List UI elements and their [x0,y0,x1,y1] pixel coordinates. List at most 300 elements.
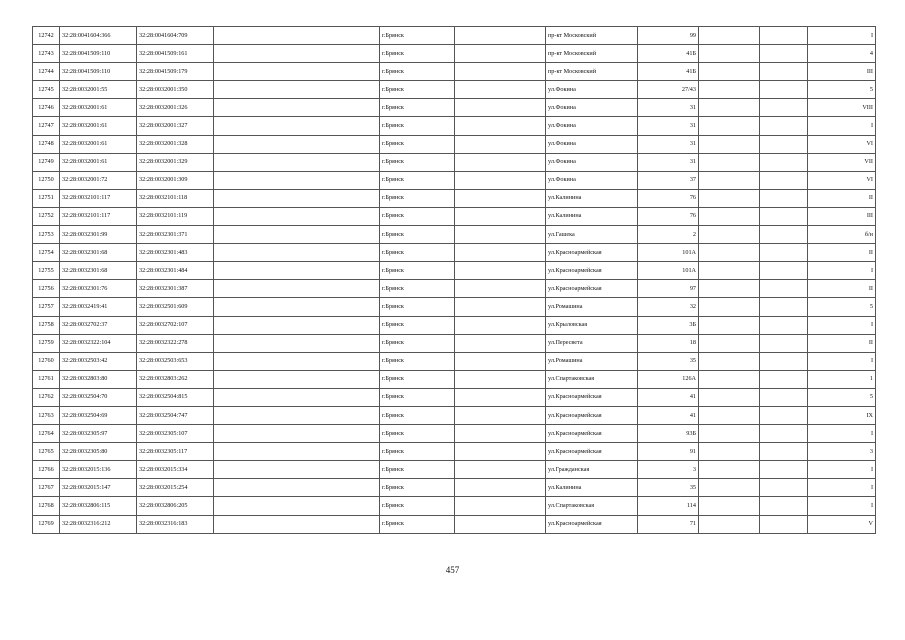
table-row [33,425,876,443]
cell-cadastral-parcel: 32:28:0032001:61 [60,117,137,135]
cell-street: ул.Фокина [546,153,638,171]
table-row [33,63,876,81]
cell-blank-col [760,171,808,189]
cell-blank-col [455,81,546,99]
cell-city: г.Брянск [380,370,455,388]
cell-cadastral-object: 32:28:0032101:118 [137,189,214,207]
cell-street: ул.Красноармейская [546,443,638,461]
cell-premises-number: 3 [808,443,876,461]
table-row [33,189,876,207]
cell-blank-col [699,479,760,497]
cell-blank-col [455,370,546,388]
table-row [33,334,876,352]
cell-blank-col [214,189,380,207]
cell-premises-number: VI [808,171,876,189]
cell-blank-col [455,515,546,533]
cell-city: г.Брянск [380,479,455,497]
cell-blank-col [455,189,546,207]
cell-blank-col [214,99,380,117]
cell-cadastral-parcel: 32:28:0032001:55 [60,81,137,99]
cell-cadastral-parcel: 32:28:0032504:69 [60,406,137,424]
cell-street: ул.Гражданская [546,461,638,479]
cell-blank-col [214,352,380,370]
cell-row-number: 12768 [33,497,60,515]
cell-premises-number: 5 [808,298,876,316]
cell-house-number: 101А [638,262,699,280]
cell-blank-col [455,316,546,334]
cell-blank-col [214,406,380,424]
cell-city: г.Брянск [380,63,455,81]
cell-house-number: 101А [638,244,699,262]
cell-house-number: 3Б [638,316,699,334]
cell-blank-col [455,135,546,153]
cell-row-number: 12756 [33,280,60,298]
cell-blank-col [214,117,380,135]
cell-premises-number: I [808,262,876,280]
cell-premises-number: I [808,425,876,443]
table-row [33,45,876,63]
cell-blank-col [699,117,760,135]
cell-blank-col [699,45,760,63]
cell-street: ул.Крыловская [546,316,638,334]
table-row [33,81,876,99]
cell-row-number: 12753 [33,226,60,244]
cell-house-number: 41Б [638,45,699,63]
cell-premises-number: VI [808,135,876,153]
cell-cadastral-object: 32:28:0041604:709 [137,27,214,45]
cell-blank-col [699,99,760,117]
cell-house-number: 31 [638,99,699,117]
cell-blank-col [214,153,380,171]
cell-cadastral-parcel: 32:28:0041509:110 [60,45,137,63]
cell-house-number: 97 [638,280,699,298]
cell-street: ул.Красноармейская [546,262,638,280]
cell-premises-number: I [808,461,876,479]
cell-cadastral-parcel: 32:28:0032305:80 [60,443,137,461]
cell-premises-number: III [808,63,876,81]
cell-row-number: 12742 [33,27,60,45]
cell-blank-col [455,425,546,443]
cell-blank-col [699,515,760,533]
cell-cadastral-object: 32:28:0032001:326 [137,99,214,117]
cell-street: ул.Калинина [546,207,638,225]
table-row [33,244,876,262]
cell-city: г.Брянск [380,171,455,189]
cell-cadastral-object: 32:28:0032015:254 [137,479,214,497]
cell-row-number: 12755 [33,262,60,280]
cell-cadastral-object: 32:28:0032305:107 [137,425,214,443]
cell-house-number: 2 [638,226,699,244]
table-row [33,207,876,225]
cell-row-number: 12767 [33,479,60,497]
cell-row-number: 12749 [33,153,60,171]
cell-blank-col [760,515,808,533]
cell-cadastral-parcel: 32:28:0032301:76 [60,280,137,298]
cell-house-number: 126А [638,370,699,388]
cell-blank-col [455,352,546,370]
cell-blank-col [760,334,808,352]
cell-cadastral-object: 32:28:0032001:350 [137,81,214,99]
cell-row-number: 12754 [33,244,60,262]
cell-blank-col [699,370,760,388]
cell-cadastral-object: 32:28:0041509:161 [137,45,214,63]
cell-blank-col [699,425,760,443]
cell-row-number: 12744 [33,63,60,81]
cell-blank-col [699,406,760,424]
cell-premises-number: I [808,117,876,135]
cell-city: г.Брянск [380,298,455,316]
table-row [33,352,876,370]
cell-blank-col [760,461,808,479]
cell-row-number: 12748 [33,135,60,153]
cell-premises-number: II [808,334,876,352]
cell-street: ул.Пересвета [546,334,638,352]
cell-row-number: 12759 [33,334,60,352]
cell-premises-number: 1 [808,370,876,388]
cell-blank-col [760,135,808,153]
cell-cadastral-object: 32:28:0032001:327 [137,117,214,135]
cell-cadastral-object: 32:28:0032504:815 [137,388,214,406]
cell-blank-col [760,298,808,316]
cell-blank-col [214,515,380,533]
cell-row-number: 12762 [33,388,60,406]
cell-row-number: 12769 [33,515,60,533]
cell-house-number: 31 [638,117,699,135]
cell-house-number: 37 [638,171,699,189]
cell-cadastral-object: 32:28:0041509:179 [137,63,214,81]
cell-cadastral-object: 32:28:0032001:329 [137,153,214,171]
cell-blank-col [214,135,380,153]
cell-city: г.Брянск [380,497,455,515]
cell-premises-number: 4 [808,45,876,63]
cell-cadastral-parcel: 32:28:0032001:61 [60,135,137,153]
cell-blank-col [760,117,808,135]
cell-blank-col [760,81,808,99]
cell-blank-col [214,479,380,497]
cell-blank-col [699,352,760,370]
cell-blank-col [760,99,808,117]
cell-city: г.Брянск [380,244,455,262]
cell-blank-col [455,262,546,280]
table-row [33,515,876,533]
cell-blank-col [455,334,546,352]
cell-cadastral-object: 32:28:0032301:387 [137,280,214,298]
cell-blank-col [760,244,808,262]
cell-premises-number: I [808,316,876,334]
cell-blank-col [214,45,380,63]
cell-blank-col [699,81,760,99]
cell-blank-col [699,461,760,479]
cell-blank-col [214,425,380,443]
cell-row-number: 12746 [33,99,60,117]
cell-blank-col [455,153,546,171]
cell-blank-col [699,153,760,171]
table-row [33,370,876,388]
cell-blank-col [760,280,808,298]
cell-street: пр-кт Московский [546,27,638,45]
cell-house-number: 93Б [638,425,699,443]
cell-blank-col [699,135,760,153]
cell-row-number: 12747 [33,117,60,135]
cell-house-number: 27/43 [638,81,699,99]
cell-cadastral-parcel: 32:28:0032806:115 [60,497,137,515]
registry-table [32,26,876,534]
cell-street: ул.Красноармейская [546,388,638,406]
cell-cadastral-parcel: 32:28:0032419:41 [60,298,137,316]
cell-blank-col [455,226,546,244]
cell-cadastral-parcel: 32:28:0032301:99 [60,226,137,244]
cell-cadastral-parcel: 32:28:0032301:68 [60,244,137,262]
cell-row-number: 12761 [33,370,60,388]
cell-blank-col [699,189,760,207]
cell-blank-col [455,406,546,424]
cell-premises-number: VIII [808,99,876,117]
cell-premises-number: 5 [808,388,876,406]
cell-row-number: 12751 [33,189,60,207]
cell-blank-col [455,479,546,497]
cell-blank-col [455,443,546,461]
cell-cadastral-parcel: 32:28:0032001:72 [60,171,137,189]
cell-blank-col [699,443,760,461]
cell-cadastral-parcel: 32:28:0032015:136 [60,461,137,479]
cell-street: ул.Спартаковская [546,497,638,515]
cell-premises-number: I [808,27,876,45]
cell-city: г.Брянск [380,153,455,171]
cell-city: г.Брянск [380,352,455,370]
cell-house-number: 91 [638,443,699,461]
cell-cadastral-object: 32:28:0032503:653 [137,352,214,370]
cell-street: ул.Калинина [546,189,638,207]
cell-blank-col [455,63,546,81]
cell-blank-col [760,63,808,81]
cell-blank-col [214,262,380,280]
cell-street: ул.Спартаковская [546,370,638,388]
cell-cadastral-object: 32:28:0032702:107 [137,316,214,334]
cell-house-number: 99 [638,27,699,45]
cell-blank-col [699,63,760,81]
cell-street: ул.Калинина [546,479,638,497]
table-row [33,171,876,189]
cell-street: ул.Гашека [546,226,638,244]
cell-blank-col [760,425,808,443]
cell-house-number: 31 [638,153,699,171]
cell-city: г.Брянск [380,135,455,153]
cell-blank-col [214,63,380,81]
cell-cadastral-parcel: 32:28:0032803:80 [60,370,137,388]
cell-blank-col [760,316,808,334]
cell-street: ул.Красноармейская [546,280,638,298]
cell-row-number: 12758 [33,316,60,334]
cell-cadastral-parcel: 32:28:0032101:117 [60,189,137,207]
cell-row-number: 12745 [33,81,60,99]
cell-premises-number: б/н [808,226,876,244]
cell-city: г.Брянск [380,388,455,406]
cell-blank-col [699,388,760,406]
cell-blank-col [214,461,380,479]
cell-house-number: 41Б [638,63,699,81]
cell-blank-col [214,244,380,262]
cell-row-number: 12743 [33,45,60,63]
table-row [33,99,876,117]
cell-blank-col [760,406,808,424]
cell-blank-col [214,370,380,388]
cell-street: ул.Ромашина [546,352,638,370]
cell-row-number: 12752 [33,207,60,225]
cell-house-number: 114 [638,497,699,515]
cell-blank-col [214,81,380,99]
cell-house-number: 35 [638,352,699,370]
cell-city: г.Брянск [380,316,455,334]
cell-street: ул.Фокина [546,99,638,117]
cell-city: г.Брянск [380,189,455,207]
cell-cadastral-parcel: 32:28:0032702:37 [60,316,137,334]
cell-premises-number: II [808,244,876,262]
cell-city: г.Брянск [380,406,455,424]
cell-premises-number: III [808,207,876,225]
cell-row-number: 12764 [33,425,60,443]
cell-blank-col [699,280,760,298]
cell-cadastral-object: 32:28:0032504:747 [137,406,214,424]
cell-cadastral-object: 32:28:0032322:278 [137,334,214,352]
cell-blank-col [455,497,546,515]
cell-street: ул.Красноармейская [546,425,638,443]
cell-city: г.Брянск [380,515,455,533]
cell-blank-col [760,226,808,244]
table-row [33,153,876,171]
cell-cadastral-parcel: 32:28:0032316:212 [60,515,137,533]
cell-premises-number: I [808,497,876,515]
cell-street: ул.Фокина [546,81,638,99]
cell-street: пр-кт Московский [546,63,638,81]
cell-premises-number: 5 [808,81,876,99]
cell-cadastral-object: 32:28:0032301:484 [137,262,214,280]
cell-blank-col [455,117,546,135]
cell-cadastral-object: 32:28:0032001:309 [137,171,214,189]
cell-row-number: 12750 [33,171,60,189]
cell-blank-col [214,280,380,298]
cell-blank-col [214,443,380,461]
cell-cadastral-parcel: 32:28:0032504:70 [60,388,137,406]
cell-street: ул.Красноармейская [546,515,638,533]
cell-cadastral-parcel: 32:28:0032322:104 [60,334,137,352]
cell-street: ул.Ромашина [546,298,638,316]
cell-cadastral-object: 32:28:0032001:328 [137,135,214,153]
cell-street: ул.Фокина [546,171,638,189]
cell-house-number: 32 [638,298,699,316]
cell-cadastral-parcel: 32:28:0032305:97 [60,425,137,443]
cell-cadastral-parcel: 32:28:0032503:42 [60,352,137,370]
cell-blank-col [699,27,760,45]
cell-house-number: 71 [638,515,699,533]
cell-cadastral-parcel: 32:28:0032001:61 [60,153,137,171]
cell-blank-col [214,334,380,352]
table-row [33,262,876,280]
cell-row-number: 12760 [33,352,60,370]
cell-blank-col [214,171,380,189]
cell-blank-col [699,334,760,352]
cell-premises-number: I [808,352,876,370]
cell-city: г.Брянск [380,443,455,461]
cell-cadastral-parcel: 32:28:0032001:61 [60,99,137,117]
cell-blank-col [699,262,760,280]
cell-blank-col [455,298,546,316]
cell-blank-col [214,298,380,316]
cell-city: г.Брянск [380,280,455,298]
cell-city: г.Брянск [380,334,455,352]
cell-cadastral-parcel: 32:28:0032015:147 [60,479,137,497]
cell-blank-col [214,316,380,334]
cell-cadastral-object: 32:28:0032101:119 [137,207,214,225]
cell-house-number: 76 [638,207,699,225]
table-row [33,406,876,424]
cell-street: ул.Красноармейская [546,244,638,262]
cell-blank-col [699,298,760,316]
cell-cadastral-parcel: 32:28:0041509:110 [60,63,137,81]
cell-blank-col [455,207,546,225]
cell-blank-col [455,461,546,479]
cell-city: г.Брянск [380,99,455,117]
cell-blank-col [214,226,380,244]
cell-house-number: 31 [638,135,699,153]
cell-street: пр-кт Московский [546,45,638,63]
cell-blank-col [760,352,808,370]
table-body [33,27,876,534]
cell-blank-col [455,244,546,262]
cell-blank-col [455,171,546,189]
cell-house-number: 41 [638,406,699,424]
table-row [33,27,876,45]
cell-blank-col [214,207,380,225]
table-row [33,443,876,461]
cell-house-number: 41 [638,388,699,406]
cell-premises-number: II [808,189,876,207]
cell-blank-col [760,388,808,406]
cell-city: г.Брянск [380,207,455,225]
table-row [33,135,876,153]
cell-blank-col [214,27,380,45]
cell-city: г.Брянск [380,226,455,244]
cell-cadastral-object: 32:28:0032015:334 [137,461,214,479]
cell-cadastral-object: 32:28:0032501:609 [137,298,214,316]
cell-street: ул.Фокина [546,117,638,135]
cell-blank-col [699,207,760,225]
cell-blank-col [760,45,808,63]
table-row [33,298,876,316]
cell-city: г.Брянск [380,425,455,443]
table-row [33,316,876,334]
cell-blank-col [760,27,808,45]
cell-city: г.Брянск [380,81,455,99]
cell-blank-col [699,226,760,244]
cell-street: ул.Красноармейская [546,406,638,424]
cell-blank-col [760,262,808,280]
cell-row-number: 12757 [33,298,60,316]
cell-blank-col [760,479,808,497]
cell-blank-col [760,443,808,461]
cell-blank-col [455,388,546,406]
cell-city: г.Брянск [380,117,455,135]
cell-cadastral-object: 32:28:0032301:483 [137,244,214,262]
cell-premises-number: IX [808,406,876,424]
cell-cadastral-parcel: 32:28:0032101:117 [60,207,137,225]
cell-blank-col [760,497,808,515]
cell-blank-col [455,280,546,298]
cell-city: г.Брянск [380,45,455,63]
cell-blank-col [699,244,760,262]
cell-house-number: 76 [638,189,699,207]
cell-blank-col [760,189,808,207]
cell-premises-number: V [808,515,876,533]
